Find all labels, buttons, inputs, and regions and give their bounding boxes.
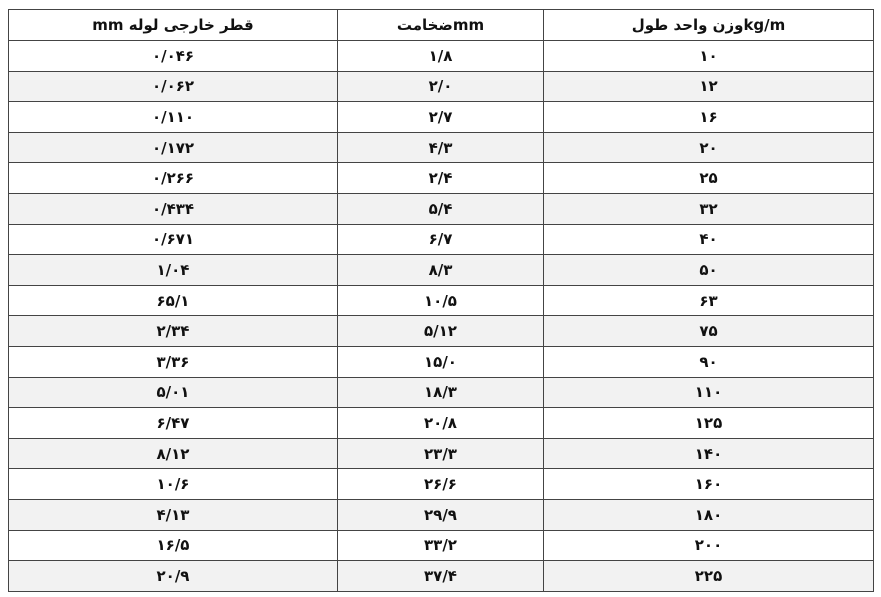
cell-thickness: ۳۷/۴ [338,561,544,592]
table-row [9,561,874,592]
cell-diameter: ۱۰/۶ [9,469,338,500]
cell-weight: ۱۶۰ [544,469,874,500]
cell-thickness: ۴/۳ [338,132,544,163]
table-row [9,469,874,500]
table-row [9,102,874,133]
cell-thickness: ۵/۴ [338,193,544,224]
cell-weight: ۱۰ [544,41,874,72]
cell-diameter: ۰/۰۴۶ [9,41,338,72]
cell-weight: ۳۲ [544,193,874,224]
cell-thickness: ۲۹/۹ [338,499,544,530]
cell-diameter: ۶/۴۷ [9,408,338,439]
cell-diameter: ۲۰/۹ [9,561,338,592]
table-row [9,255,874,286]
header-thickness: ضخامتmm [338,10,544,41]
cell-diameter: ۰/۶۷۱ [9,224,338,255]
cell-thickness: ۲/۰ [338,71,544,102]
table-row [9,224,874,255]
cell-diameter: ۸/۱۲ [9,438,338,469]
cell-diameter: ۱/۰۴ [9,255,338,286]
cell-thickness: ۲/۷ [338,102,544,133]
cell-diameter: ۰/۱۱۰ [9,102,338,133]
pipe-spec-table [8,9,874,592]
table-row [9,285,874,316]
cell-thickness: ۱/۸ [338,41,544,72]
table-header [9,10,874,41]
cell-weight: ۲۰ [544,132,874,163]
cell-diameter: ۱۶/۵ [9,530,338,561]
table-row [9,71,874,102]
header-outer-diameter: mm قطر خارجی لوله [9,10,338,41]
cell-weight: ۱۲۵ [544,408,874,439]
table-row [9,41,874,72]
cell-thickness: ۱۸/۳ [338,377,544,408]
cell-weight: ۶۳ [544,285,874,316]
table-row [9,163,874,194]
table-row [9,316,874,347]
cell-thickness: ۵/۱۲ [338,316,544,347]
cell-weight: ۱۸۰ [544,499,874,530]
cell-thickness: ۳۳/۲ [338,530,544,561]
cell-thickness: ۲۰/۸ [338,408,544,439]
cell-diameter: ۰/۴۳۴ [9,193,338,224]
cell-diameter: ۳/۳۶ [9,346,338,377]
cell-thickness: ۲۳/۳ [338,438,544,469]
cell-diameter: ۴/۱۳ [9,499,338,530]
cell-diameter: ۰/۰۶۲ [9,71,338,102]
data-table-container [8,9,873,592]
cell-thickness: ۸/۳ [338,255,544,286]
cell-weight: ۵۰ [544,255,874,286]
cell-weight: ۴۰ [544,224,874,255]
table-row [9,377,874,408]
table-row [9,499,874,530]
cell-weight: ۲۲۵ [544,561,874,592]
cell-thickness: ۲۶/۶ [338,469,544,500]
cell-weight: ۱۱۰ [544,377,874,408]
header-weight-per-length: وزن واحد طولkg/m [544,10,874,41]
table-body [9,41,874,592]
cell-weight: ۲۵ [544,163,874,194]
cell-diameter: ۰/۱۷۲ [9,132,338,163]
table-row [9,438,874,469]
cell-thickness: ۱۰/۵ [338,285,544,316]
cell-diameter: ۵/۰۱ [9,377,338,408]
table-row [9,530,874,561]
cell-thickness: ۶/۷ [338,224,544,255]
cell-weight: ۷۵ [544,316,874,347]
table-row [9,408,874,439]
cell-weight: ۱۲ [544,71,874,102]
cell-weight: ۹۰ [544,346,874,377]
cell-thickness: ۲/۴ [338,163,544,194]
table-row [9,193,874,224]
table-row [9,132,874,163]
cell-weight: ۱۶ [544,102,874,133]
cell-diameter: ۰/۲۶۶ [9,163,338,194]
cell-weight: ۱۴۰ [544,438,874,469]
cell-diameter: ۶۵/۱ [9,285,338,316]
header-row [9,10,874,41]
cell-diameter: ۲/۳۴ [9,316,338,347]
table-row [9,346,874,377]
cell-weight: ۲۰۰ [544,530,874,561]
cell-thickness: ۱۵/۰ [338,346,544,377]
